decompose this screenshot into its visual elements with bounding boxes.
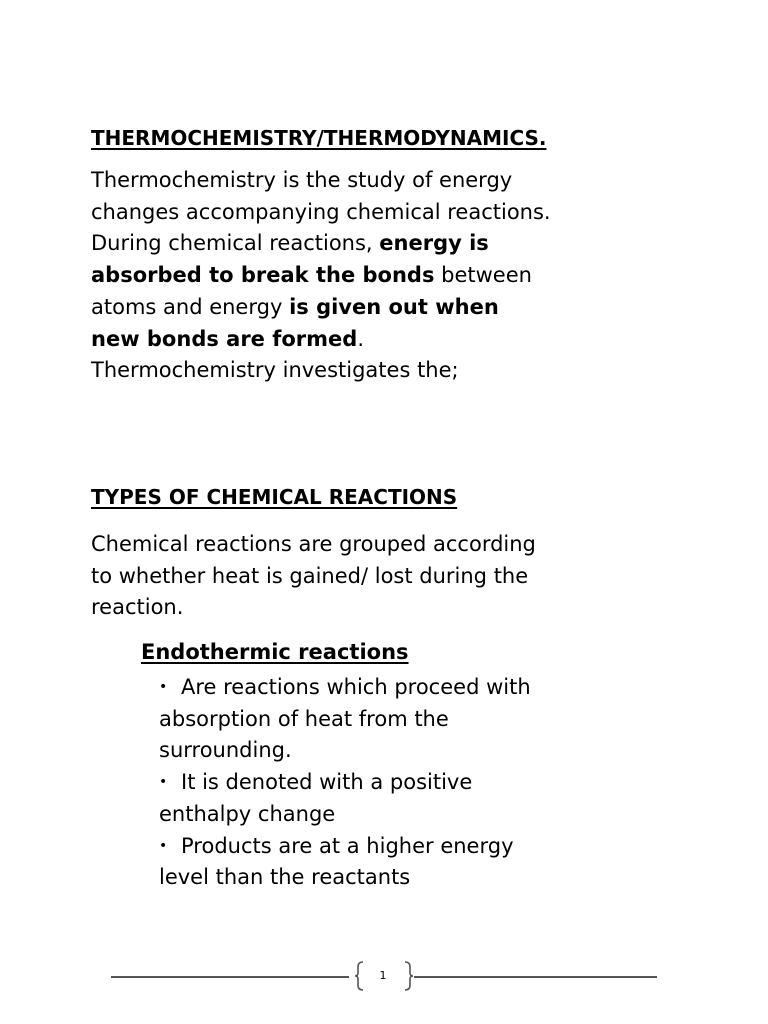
- list-item: [159, 831, 619, 894]
- bullet-line: absorption of heat from the: [159, 706, 449, 731]
- intro-text: atoms and energy: [91, 294, 290, 319]
- intro-line-4: [91, 260, 591, 292]
- types-line-1: Chemical reactions are grouped according: [91, 532, 536, 556]
- bullet-line: level than the reactants: [159, 865, 411, 890]
- intro-text: between: [434, 263, 532, 288]
- page-number: 1: [379, 969, 387, 982]
- list-item: [159, 767, 619, 830]
- intro-bold-text: absorbed to break the bonds: [91, 263, 435, 288]
- intro-line-3: [91, 228, 591, 260]
- intro-bold-text: is given out when: [289, 294, 499, 319]
- types-paragraph: [91, 529, 591, 624]
- intro-line-2: changes accompanying chemical reactions.: [91, 199, 551, 224]
- page-title: THERMOCHEMISTRY/THERMODYNAMICS.: [91, 126, 547, 150]
- bullet-icon: •: [159, 837, 168, 854]
- bullet-line: enthalpy change: [159, 801, 336, 826]
- bullet-line: [159, 672, 619, 704]
- bullet-line: surrounding.: [159, 738, 292, 763]
- bullet-list: [159, 672, 619, 894]
- intro-bold-text: energy is: [379, 231, 489, 256]
- bullet-text: Are reactions which proceed with: [181, 675, 531, 699]
- intro-line-5: [91, 292, 591, 324]
- intro-line-7: Thermochemistry investigates the;: [91, 358, 459, 383]
- intro-line-1: Thermochemistry is the study of energy: [91, 168, 513, 192]
- intro-text: .: [357, 326, 365, 351]
- page-footer: [111, 961, 657, 991]
- bullet-text: It is denoted with a positive: [181, 770, 473, 795]
- footer-rule-right: [414, 976, 657, 978]
- intro-bold-text: new bonds are formed: [91, 326, 358, 351]
- bullet-line: [159, 831, 619, 863]
- bullet-text: Products are at a higher energy: [181, 833, 514, 858]
- intro-paragraph: [91, 165, 591, 387]
- list-item: [159, 672, 619, 767]
- types-line-2: to whether heat is gained/ lost during the: [91, 563, 529, 588]
- subsection-heading: Endothermic reactions: [141, 640, 409, 664]
- intro-line-6: [91, 324, 591, 356]
- footer-rule-left: [111, 976, 349, 978]
- types-line-3: reaction.: [91, 595, 184, 620]
- bullet-line: [159, 767, 619, 799]
- section-heading: TYPES OF CHEMICAL REACTIONS: [91, 485, 458, 509]
- intro-text: During chemical reactions,: [91, 231, 380, 256]
- bullet-icon: •: [159, 679, 168, 695]
- bullet-icon: •: [159, 774, 168, 791]
